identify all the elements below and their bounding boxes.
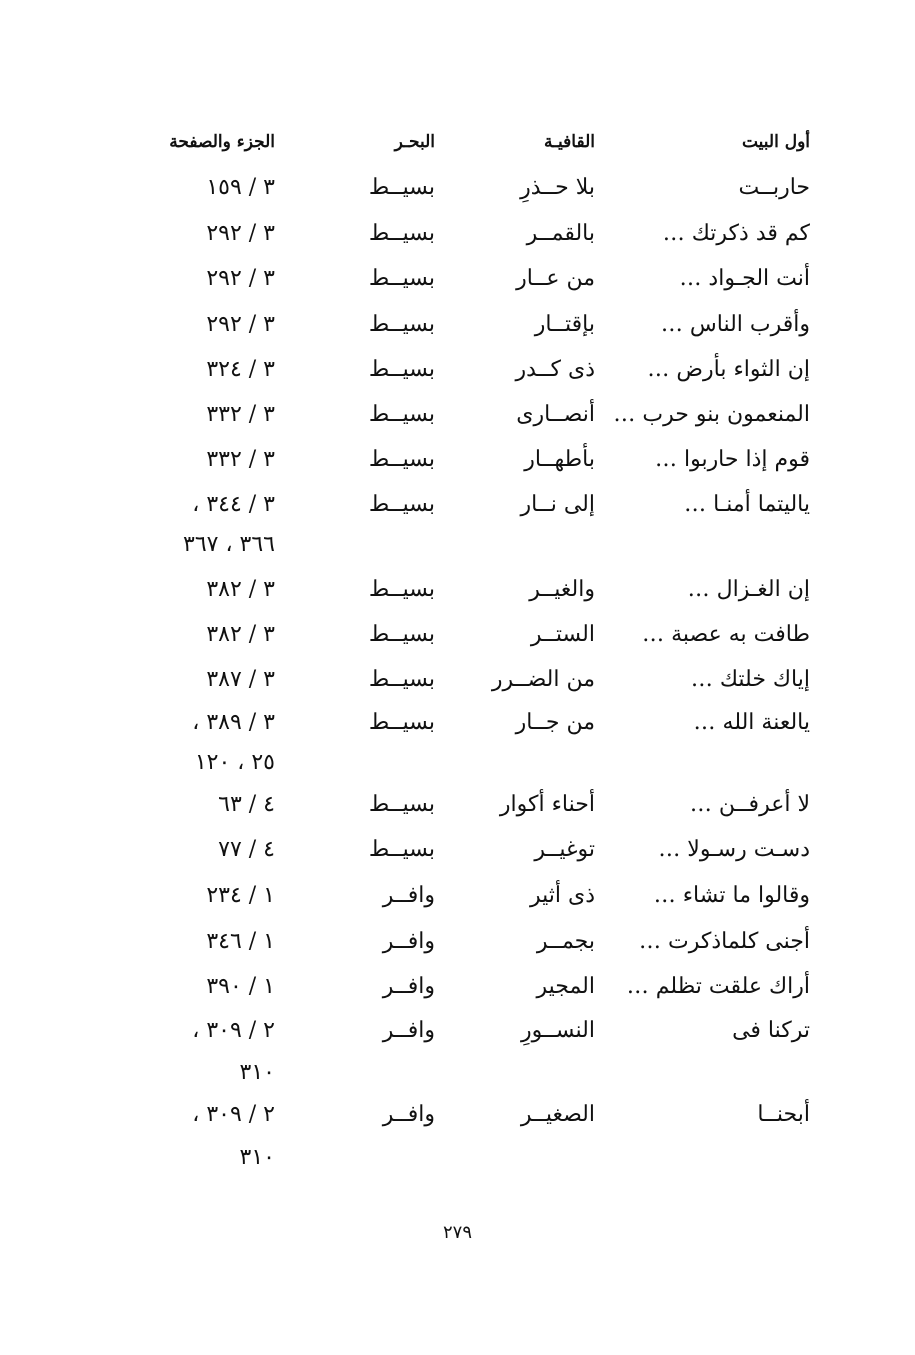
part-page: ٣١٠ <box>239 1060 275 1085</box>
meter: بسيــط <box>368 622 435 647</box>
table-row <box>0 965 915 1009</box>
part-page: ٢ / ٣٠٩ ، <box>192 1018 275 1043</box>
first-verse: وقالوا ما تشاء … <box>653 883 810 908</box>
part-page: ٤ / ٦٣ <box>218 792 275 817</box>
header-first-verse: أول البيت <box>741 132 810 152</box>
first-verse: طافت به عصبة … <box>642 622 810 647</box>
table-row <box>0 658 915 702</box>
part-page: ٢٥ ، ١٢٠ <box>194 750 275 775</box>
part-page: ٣ / ٣٨٩ ، <box>192 710 275 735</box>
part-page: ١ / ٣٩٠ <box>206 974 275 999</box>
meter: بسيــط <box>368 175 435 200</box>
first-verse: لا أعرفــن … <box>689 792 810 817</box>
table-row <box>0 166 915 210</box>
part-page: ٣ / ٢٩٢ <box>206 312 275 337</box>
first-verse: المنعمون بنو حرب … <box>613 402 810 427</box>
rhyme: الصغيــر <box>520 1102 595 1127</box>
meter: بسيــط <box>368 667 435 692</box>
meter: وافــر <box>382 929 435 954</box>
page-number: ٢٧٩ <box>442 1222 472 1243</box>
part-page: ١ / ٣٤٦ <box>206 929 275 954</box>
first-verse: أنت الجـواد … <box>679 266 810 291</box>
first-verse: كم قد ذكرتك … <box>662 221 810 246</box>
meter: بسيــط <box>368 710 435 735</box>
meter: بسيــط <box>368 266 435 291</box>
meter: بسيــط <box>368 837 435 862</box>
part-page: ٣ / ٢٩٢ <box>206 221 275 246</box>
first-verse: قوم إذا حاربوا … <box>654 447 810 472</box>
first-verse: أبحنــا <box>757 1102 810 1127</box>
table-row <box>0 438 915 482</box>
table-row <box>0 828 915 872</box>
first-verse: وأقرب الناس … <box>660 312 810 337</box>
table-row <box>0 1136 915 1180</box>
rhyme: بالقمــر <box>526 221 595 246</box>
part-page: ٢ / ٣٠٩ ، <box>192 1102 275 1127</box>
table-row <box>0 701 915 745</box>
first-verse: أراك علقت تظلم … <box>626 974 810 999</box>
rhyme: النســورِ <box>521 1018 595 1043</box>
meter: بسيــط <box>368 357 435 382</box>
header-part-page: الجزء والصفحة <box>169 132 275 152</box>
part-page: ٣ / ٣٢٤ <box>206 357 275 382</box>
part-page: ٣ / ٢٩٢ <box>206 266 275 291</box>
part-page: ٣ / ٣٣٢ <box>206 447 275 472</box>
table-row <box>0 257 915 301</box>
table-row <box>0 212 915 256</box>
meter: بسيــط <box>368 447 435 472</box>
rhyme: توغيــر <box>534 837 595 862</box>
rhyme: أنصــارى <box>516 402 595 427</box>
header-rhyme: القافيـة <box>543 132 595 152</box>
first-verse: أجنى كلماذكرت … <box>639 929 810 954</box>
part-page: ٣ / ٣٤٤ ، <box>192 492 275 517</box>
rhyme: والغيــر <box>529 577 595 602</box>
rhyme: إلى نــار <box>520 492 595 517</box>
rhyme: الستــر <box>530 622 595 647</box>
part-page: ١ / ٢٣٤ <box>206 883 275 908</box>
first-verse: تركنا فى <box>732 1018 810 1043</box>
first-verse: ياليتما أمنـا … <box>684 492 810 517</box>
meter: وافــر <box>382 1018 435 1043</box>
first-verse: إن الغـزال … <box>687 577 810 602</box>
rhyme: المجير <box>536 974 595 999</box>
part-page: ٣ / ١٥٩ <box>206 175 275 200</box>
meter: بسيــط <box>368 577 435 602</box>
table-row <box>0 1093 915 1137</box>
first-verse: إياك خلتك … <box>690 667 810 692</box>
meter: بسيــط <box>368 221 435 246</box>
table-row <box>0 303 915 347</box>
table-row <box>0 874 915 918</box>
meter: بسيــط <box>368 792 435 817</box>
rhyme: من جــار <box>515 710 595 735</box>
first-verse: حاربــت <box>738 175 810 200</box>
meter: وافــر <box>382 974 435 999</box>
table-row <box>0 568 915 612</box>
part-page: ٣ / ٣٨٢ <box>206 577 275 602</box>
table-row <box>0 741 915 785</box>
rhyme: بجمــر <box>536 929 595 954</box>
rhyme: من الضــرر <box>491 667 595 692</box>
first-verse: دسـت رسـولا … <box>658 837 810 862</box>
part-page: ٤ / ٧٧ <box>218 837 275 862</box>
rhyme: أحناء أكوار <box>499 792 595 817</box>
meter: بسيــط <box>368 402 435 427</box>
part-page: ٣ / ٣٨٧ <box>206 667 275 692</box>
rhyme: من عــار <box>516 266 595 291</box>
part-page: ٣٦٦ ، ٣٦٧ <box>183 532 275 557</box>
table-row <box>0 348 915 392</box>
first-verse: إن الثواء بأرض … <box>647 357 810 382</box>
part-page: ٣ / ٣٨٢ <box>206 622 275 647</box>
rhyme: بإقتــار <box>534 312 595 337</box>
table-row <box>0 483 915 527</box>
table-row <box>0 393 915 437</box>
meter: وافــر <box>382 1102 435 1127</box>
meter: وافــر <box>382 883 435 908</box>
first-verse: يالعنة الله … <box>693 710 810 735</box>
part-page: ٣ / ٣٣٢ <box>206 402 275 427</box>
rhyme: بلا حــذرِ <box>520 175 595 200</box>
table-header <box>0 120 915 164</box>
part-page: ٣١٠ <box>239 1145 275 1170</box>
header-meter: البحـر <box>394 132 435 152</box>
meter: بسيــط <box>368 492 435 517</box>
table-row <box>0 523 915 567</box>
rhyme: بأطهــار <box>524 447 595 472</box>
rhyme: ذى كــدر <box>515 357 595 382</box>
table-row <box>0 1009 915 1053</box>
table-row <box>0 783 915 827</box>
table-row <box>0 1051 915 1095</box>
rhyme: ذى أثير <box>529 883 595 908</box>
table-row <box>0 613 915 657</box>
table-row <box>0 920 915 964</box>
meter: بسيــط <box>368 312 435 337</box>
